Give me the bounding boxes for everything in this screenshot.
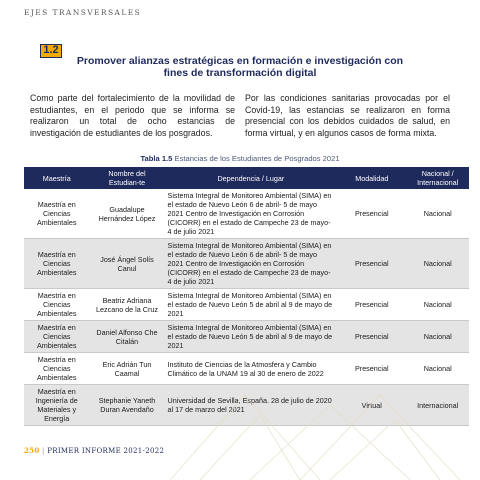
cell-estudiante: Eric Adrián Tun Caamal	[89, 353, 164, 385]
table-row	[24, 239, 469, 289]
table-row	[24, 289, 469, 321]
table-row	[24, 385, 469, 426]
cell-modalidad: Presencial	[337, 239, 406, 289]
cell-maestria: Maestría en Ciencias Ambientales	[24, 353, 89, 385]
page-number: 250	[24, 446, 40, 455]
section-title: Promover alianzas estratégicas en formación e investigación con fines de transformación digital	[76, 55, 404, 79]
table-row	[24, 353, 469, 385]
cell-modalidad: Presencial	[337, 353, 406, 385]
report-name: PRIMER INFORME 2021-2022	[47, 447, 165, 455]
cell-ambito: Internacional	[406, 385, 469, 426]
cell-estudiante: José Ángel Solís Canul	[89, 239, 164, 289]
cell-maestria: Maestría en Ciencias Ambientales	[24, 321, 89, 353]
table-caption	[0, 154, 480, 163]
cell-dependencia: Sistema Integral de Monitoreo Ambiental (SIMA) en el estado de Nuevo León 6 de abril- 5 de mayo 2021 Centro de Investigación en Corrosión (CICORR) en el estado de Campeche 23 de mayo- 4 de julio 2021	[165, 189, 338, 239]
cell-maestria: Maestría en Ingeniería de Materiales y Energía	[24, 385, 89, 426]
cell-ambito: Nacional	[406, 321, 469, 353]
cell-ambito: Nacional	[406, 289, 469, 321]
cell-modalidad: Virtual	[337, 385, 406, 426]
cell-ambito: Nacional	[406, 353, 469, 385]
header-maestria: Maestría	[24, 167, 89, 189]
cell-dependencia: Sistema Integral de Monitoreo Ambiental (SIMA) en el estado de Nuevo León 5 de abril al 9 de mayo de 2021	[165, 321, 338, 353]
cell-estudiante: Daniel Alfonso Che Citalán	[89, 321, 164, 353]
section-number-badge: 1.2	[40, 44, 62, 58]
stays-table	[24, 167, 469, 426]
cell-ambito: Nacional	[406, 239, 469, 289]
cell-modalidad: Presencial	[337, 321, 406, 353]
footer-separator: |	[42, 447, 45, 455]
cell-dependencia: Universidad de Sevilla, España. 28 de julio de 2020 al 17 de marzo del 2021	[165, 385, 338, 426]
table-row	[24, 321, 469, 353]
cell-maestria: Maestría en Ciencias Ambientales	[24, 239, 89, 289]
running-header: EJES TRANSVERSALES	[24, 8, 142, 17]
header-modalidad: Modalidad	[337, 167, 406, 189]
cell-modalidad: Presencial	[337, 289, 406, 321]
body-paragraph-right: Por las condiciones sanitarias provocadas por el Covid-19, las estancias se realizaron en forma presencial con los debidos cuidados de salud, en forma virtual, y en algunos casos de forma mixta.	[245, 93, 450, 138]
body-paragraph-left: Como parte del fortalecimiento de la movilidad de estudiantes, en el periodo que se informa se realizaron un total de ocho estancias de investigación de estudiantes de los posgrados.	[30, 93, 235, 138]
cell-modalidad: Presencial	[337, 189, 406, 239]
header-estudiante: Nombre del Estudian-te	[89, 167, 164, 189]
cell-ambito: Nacional	[406, 189, 469, 239]
header-ambito: Nacional / Internacional	[406, 167, 469, 189]
cell-dependencia: Sistema Integral de Monitoreo Ambiental (SIMA) en el estado de Nuevo León 6 de abril- 5 de mayo 2021 Centro de Investigación en Corrosión (CICORR) en el estado de Campeche 23 de mayo- 4 de julio 2021	[165, 239, 338, 289]
cell-maestria: Maestría en Ciencias Ambientales	[24, 189, 89, 239]
table-caption-label: Tabla 1.5	[140, 154, 173, 163]
cell-dependencia: Sistema Integral de Monitoreo Ambiental (SIMA) en el estado de Nuevo León 5 de abril al 9 de mayo de 2021	[165, 289, 338, 321]
cell-estudiante: Guadalupe Hernández López	[89, 189, 164, 239]
cell-dependencia: Instituto de Ciencias de la Atmosfera y Cambio Climático de la UNAM 19 al 30 de enero de 2022	[165, 353, 338, 385]
header-dependencia: Dependencia / Lugar	[165, 167, 338, 189]
table-header-row	[24, 167, 469, 189]
table-caption-text: Estancias de los Estudiantes de Posgrados 2021	[174, 154, 340, 163]
cell-maestria: Maestría en Ciencias Ambientales	[24, 289, 89, 321]
table-row	[24, 189, 469, 239]
cell-estudiante: Stephanie Yaneth Duran Avendaño	[89, 385, 164, 426]
cell-estudiante: Beatriz Adriana Lezcano de la Cruz	[89, 289, 164, 321]
page-footer	[24, 446, 164, 455]
